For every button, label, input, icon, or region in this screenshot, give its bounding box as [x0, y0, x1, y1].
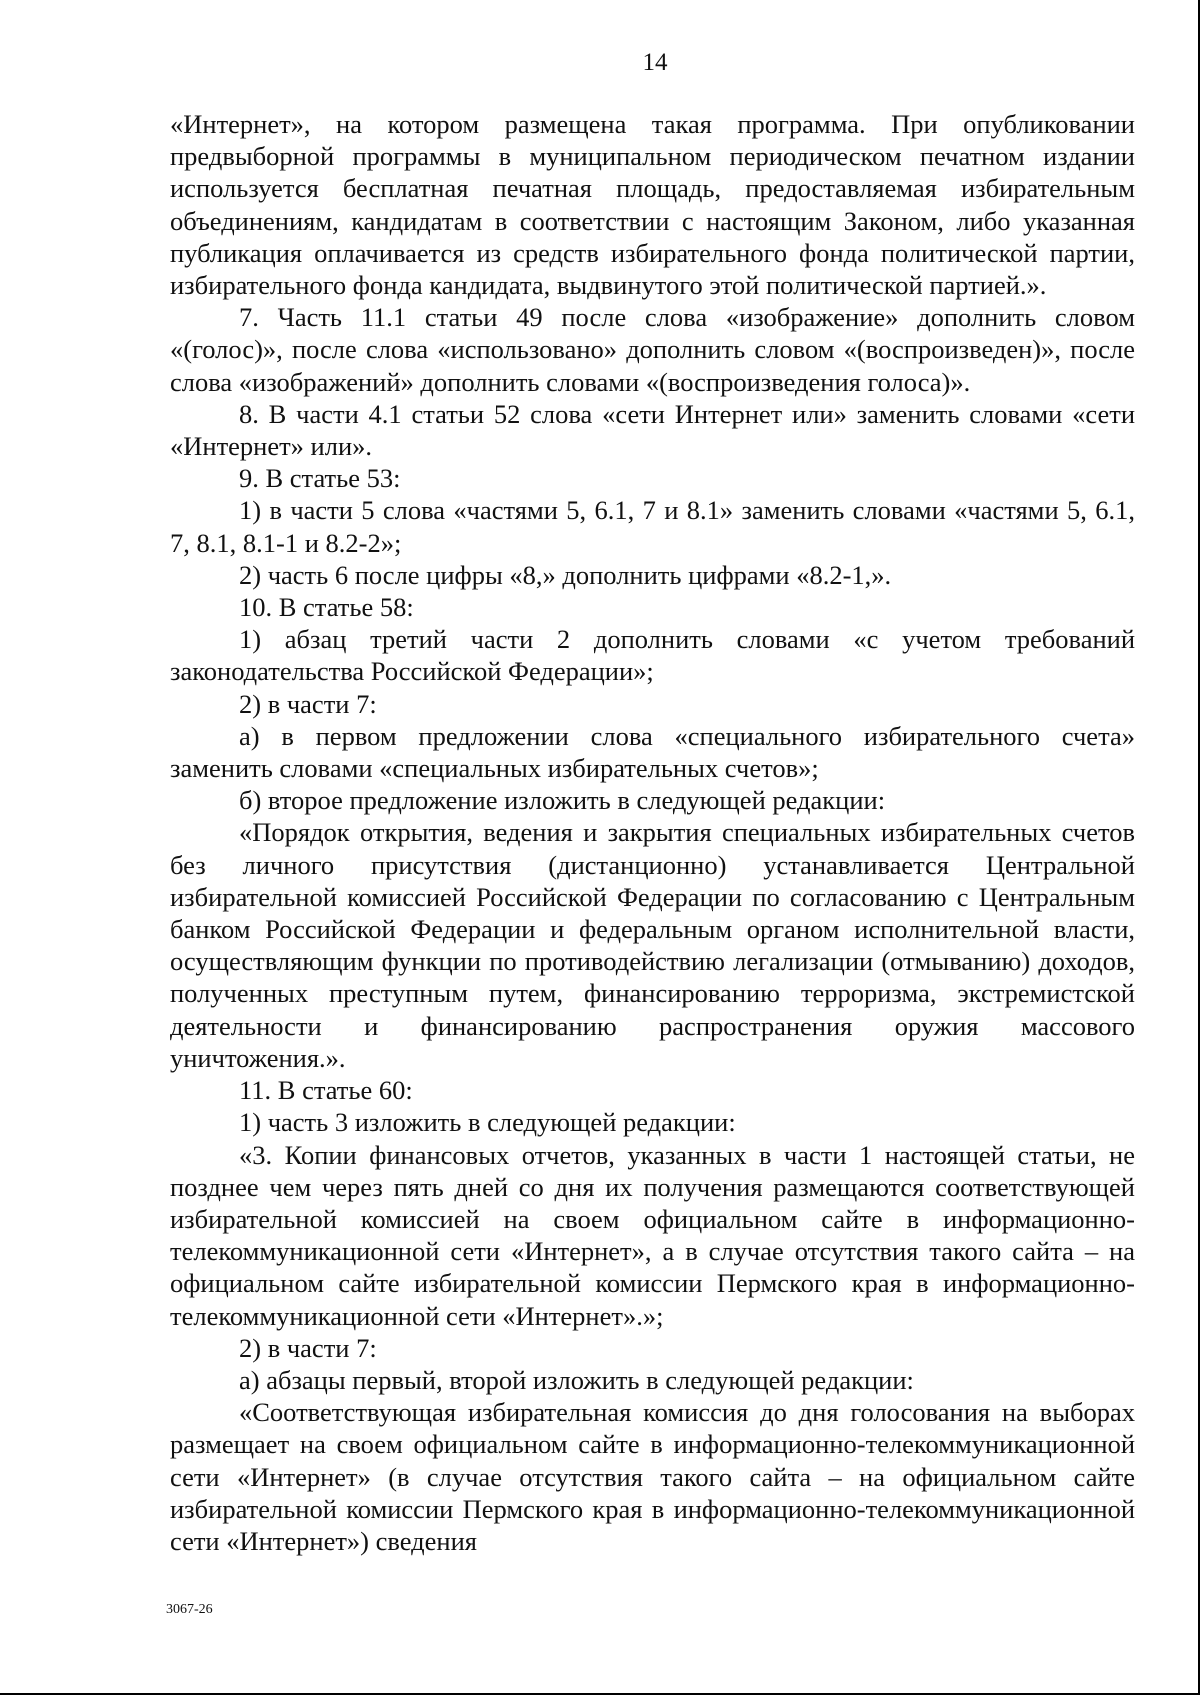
paragraph-item-11-2: 2) в части 7:	[239, 1332, 377, 1363]
paragraph-quoted-commission: «Соответствующая избирательная комиссия до дня голосования на выборах размещает на своем официальном сайте в информационно-телекоммуникационной сети «Интернет» (в случае отсутствия такого сайта – на официальном сайте избирательной комиссии Пермского края в информационно-телекоммуникационной сети «Интернет») сведения	[170, 1397, 1135, 1556]
paragraph-item-10: 10. В статье 58:	[239, 592, 414, 623]
paragraph-item-10-2: 2) в части 7:	[239, 688, 377, 719]
paragraph-item-10-2-a: а) в первом предложении слова «специального избирательного счета» заменить словами «специальных избирательных счетов»;	[170, 720, 1135, 784]
paragraph-quoted-procedure: «Порядок открытия, ведения и закрытия специальных избирательных счетов без личного присутствия (дистанционно) устанавливается Центральной избирательной комиссией Российской Федерации по согласованию с Центральным банком Российской Федерации и федеральным органом исполнительной власти, осуществляющим функции по противодействию легализации (отмыванию) доходов, полученных преступным путем, финансированию терроризма, экстремистской деятельности и финансированию распространения оружия массового уничтожения.».	[170, 817, 1135, 1073]
paragraph-item-8: 8. В части 4.1 статьи 52 слова «сети Интернет или» заменить словами «сети «Интернет» или».	[170, 398, 1135, 462]
paragraph-item-9: 9. В статье 53:	[239, 463, 401, 494]
paragraph-quoted-part-3: «3. Копии финансовых отчетов, указанных в части 1 настоящей статьи, не позднее чем через пять дней со дня их получения размещаются соответствующей избирательной комиссией на своем официальном сайте в информационно-телекоммуникационной сети «Интернет», а в случае отсутствия такого сайта – на официальном сайте избирательной комиссии Пермского края в информационно-телекоммуникационной сети «Интернет».»;	[170, 1139, 1135, 1331]
page-number: 14	[642, 49, 668, 76]
paragraph-item-10-1: 1) абзац третий части 2 дополнить словами «с учетом требований законодательства Российской Федерации»;	[170, 624, 1135, 687]
document-code: 3067-26	[166, 1602, 213, 1617]
paragraph-item-7: 7. Часть 11.1 статьи 49 после слова «изображение» дополнить словом «(голос)», после слова «использовано» дополнить словом «(воспроизведен)», после слова «изображений» дополнить словами «(воспроизведения голоса)».	[170, 302, 1135, 397]
paragraph-item-11-1: 1) часть 3 изложить в следующей редакции:	[239, 1107, 736, 1138]
paragraph-item-9-2: 2) часть 6 после цифры «8,» дополнить цифрами «8.2-1,».	[239, 559, 892, 590]
document-body	[170, 108, 1135, 1557]
paragraph-item-10-2-b: б) второе предложение изложить в следующей редакции:	[239, 785, 886, 816]
paragraph-item-9-1: 1) в части 5 слова «частями 5, 6.1, 7 и 8.1» заменить словами «частями 5, 6.1, 7, 8.1, 8.1-1 и 8.2-2»;	[170, 495, 1135, 558]
paragraph-continuation: «Интернет», на котором размещена такая программа. При опубликовании предвыборной программы в муниципальном периодическом печатном издании используется бесплатная печатная площадь, предоставляемая избирательным объединениям, кандидатам в соответствии с настоящим Законом, либо указанная публикация оплачивается из средств избирательного фонда политической партии, избирательного фонда кандидата, выдвинутого этой политической партией.».	[170, 109, 1135, 301]
paragraph-item-11-2-a: а) абзацы первый, второй изложить в следующей редакции:	[239, 1364, 914, 1395]
paragraph-item-11: 11. В статье 60:	[239, 1075, 413, 1106]
